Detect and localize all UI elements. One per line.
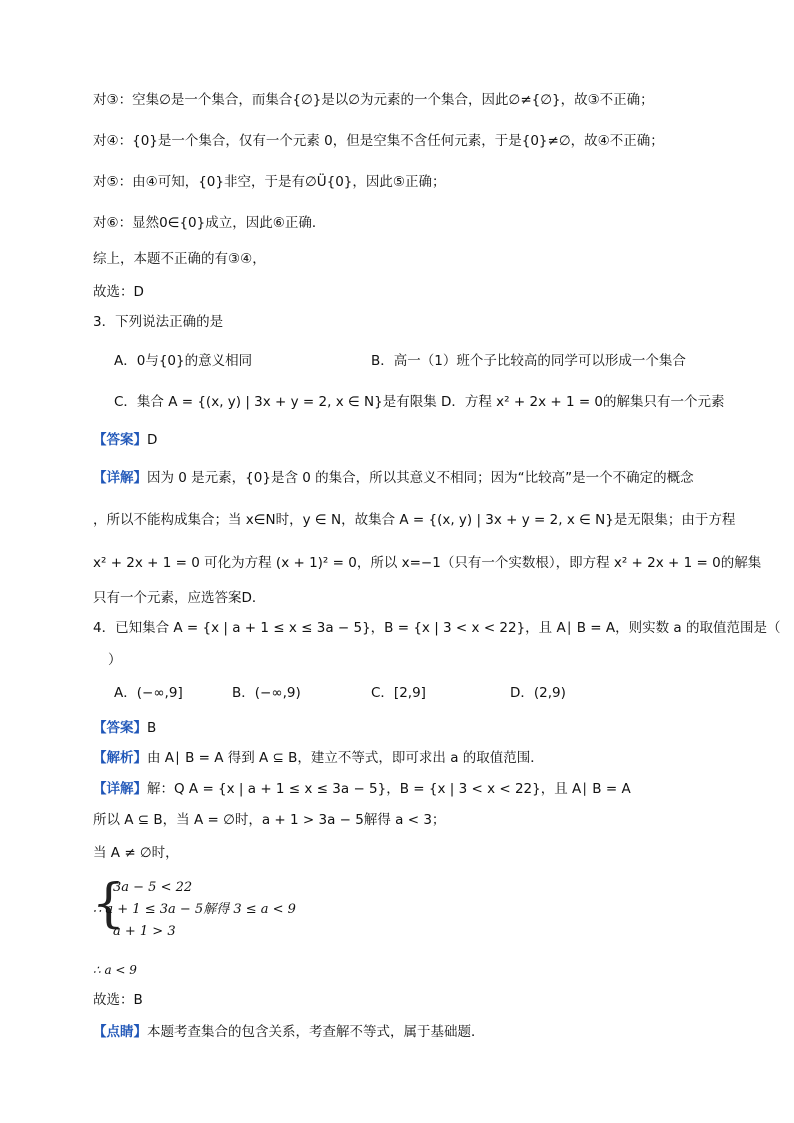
answer-tag: 【答案】: [93, 720, 147, 736]
q3-detail-line: x² + 2x + 1 = 0 可化为方程 (x + 1)² = 0，所以 x=−1（只有一个实数根），即方程 x² + 2x + 1 = 0的解集: [93, 555, 762, 571]
q4-detail-line: 当 A ≠ ∅时，: [93, 845, 179, 861]
point-text: 本题考查集合的包含关系，考查解不等式，属于基础题．: [147, 1024, 485, 1040]
detail-tag: 【详解】: [93, 781, 147, 797]
q4-option-b: B．(−∞,9): [232, 685, 301, 701]
analysis-tag: 【解析】: [93, 750, 147, 766]
answer-value: D: [147, 432, 158, 448]
q3-answer: [93, 430, 157, 450]
q4-select: 故选：B: [93, 992, 143, 1008]
detail-tag: 【详解】: [93, 470, 147, 486]
q3-option-a: A．0与{0}的意义相同: [114, 353, 253, 369]
text-line: 对⑤：由④可知，{0}非空，于是有∅Ü{0}，因此⑤正确；: [93, 174, 446, 190]
detail-text: 因为 0 是元素，{0}是含 0 的集合，所以其意义不相同；因为“比较高”是一个不确定的概念: [147, 470, 694, 486]
answer-tag: 【答案】: [93, 432, 147, 448]
q3-option-c-d: C．集合 A = {(x, y) | 3x + y = 2, x ∈ N}是有限集 D．方程 x² + 2x + 1 = 0的解集只有一个元素: [114, 394, 725, 410]
q4-option-a: A．(−∞,9]: [114, 685, 183, 701]
q4-detail-line: 所以 A ⊆ B，当 A = ∅时，a + 1 > 3a − 5解得 a < 3；: [93, 812, 446, 828]
text-line: 对④：{0}是一个集合，仅有一个元素 0，但是空集不含任何元素，于是{0}≠∅，故④不正确；: [93, 133, 664, 149]
result-line: ∴ a < 9: [93, 963, 137, 977]
q3-option-b: B．高一（1）班个子比较高的同学可以形成一个集合: [371, 353, 686, 369]
text-line: 对⑥：显然0∈{0}成立，因此⑥正确．: [93, 215, 326, 231]
system-brace: {: [92, 874, 126, 934]
text-line: 对③：空集∅是一个集合，而集合{∅}是以∅为元素的一个集合，因此∅≠{∅}，故③不正确；: [93, 92, 654, 108]
system-line: 3a − 5 < 22: [113, 880, 193, 895]
q4-point: [93, 1022, 485, 1042]
detail-text: 解：Q A = {x | a + 1 ≤ x ≤ 3a − 5}，B = {x | 3 < x < 22}，且 A∣ B = A: [147, 781, 631, 797]
system-line: ∴ a + 1 ≤ 3a − 5解得 3 ≤ a < 9: [93, 902, 296, 917]
answer-value: B: [147, 720, 157, 736]
q4-answer: [93, 718, 156, 738]
system-line: a + 1 > 3: [113, 924, 176, 939]
q4-option-d: D．(2,9): [510, 685, 566, 701]
analysis-text: 由 A∣ B = A 得到 A ⊆ B，建立不等式，即可求出 a 的取值范围．: [147, 750, 544, 766]
text-line: 故选：D: [93, 284, 144, 300]
text-line: 综上，本题不正确的有③④，: [93, 251, 266, 267]
q4-analysis: [93, 748, 544, 768]
question-4-stem: 4．已知集合 A = {x | a + 1 ≤ x ≤ 3a − 5}，B = {x | 3 < x < 22}，且 A∣ B = A，则实数 a 的取值范围是（: [93, 620, 781, 636]
question-3-stem: 3．下列说法正确的是: [93, 314, 224, 330]
q4-detail-line: [93, 779, 631, 799]
q3-detail-line: [93, 468, 694, 488]
q3-detail-line: 只有一个元素，应选答案D．: [93, 590, 266, 606]
question-4-stem-cont: ）: [108, 652, 122, 668]
q4-option-c: C．[2,9]: [371, 685, 426, 701]
point-tag: 【点睛】: [93, 1024, 147, 1040]
q3-detail-line: ，所以不能构成集合；当 x∈N时，y ∈ N，故集合 A = {(x, y) | 3x + y = 2, x ∈ N}是无限集；由于方程: [93, 512, 736, 528]
